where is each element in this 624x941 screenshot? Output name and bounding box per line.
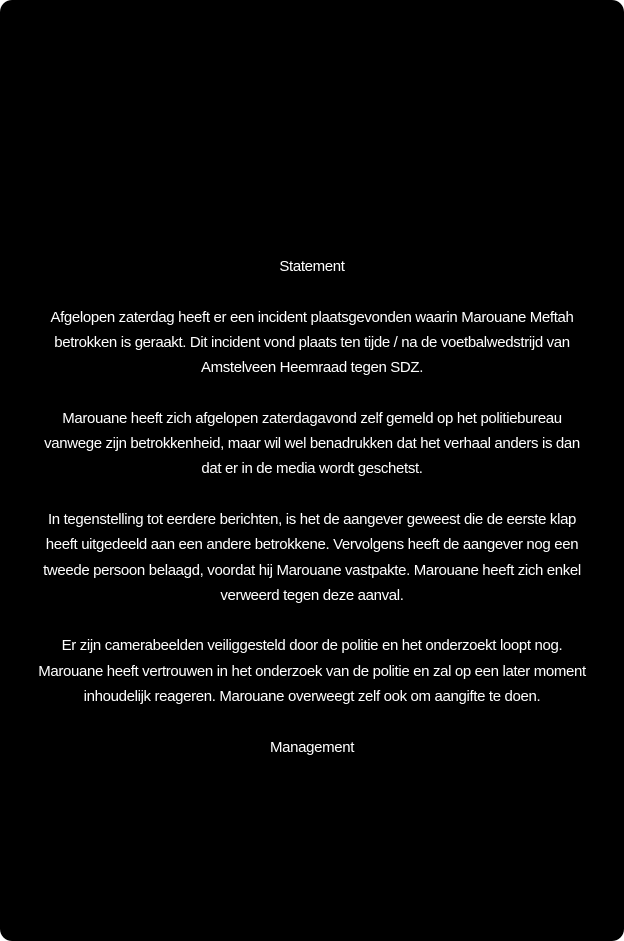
- paragraph-line: Marouane heeft zich afgelopen zaterdagavond zelf gemeld op het politiebureau: [62, 409, 562, 427]
- paragraph-line: betrokken is geraakt. Dit incident vond plaats ten tijde / na de voetbalwedstrijd van: [54, 333, 570, 351]
- paragraph-line: verweerd tegen deze aanval.: [220, 586, 404, 604]
- paragraph-line: Marouane heeft vertrouwen in het onderzoek van de politie en zal op een later moment: [38, 662, 586, 680]
- paragraph-line: Afgelopen zaterdag heeft er een incident plaatsgevonden waarin Marouane Meftah: [50, 308, 574, 326]
- paragraph-line: heeft uitgedeeld aan een andere betrokkene. Vervolgens heeft de aangever nog een: [45, 536, 579, 554]
- paragraph-line: dat er in de media wordt geschetst.: [201, 460, 423, 478]
- statement-heading: Statement: [279, 258, 345, 275]
- paragraph-events: [20, 507, 604, 608]
- paragraph-investigation: [20, 633, 604, 709]
- statement-signature: Management: [269, 738, 355, 756]
- paragraph-line: tweede persoon belaagd, voordat hij Marouane vastpakte. Marouane heeft zich enkel: [43, 561, 581, 579]
- paragraph-line: Amstelveen Heemraad tegen SDZ.: [200, 359, 424, 377]
- paragraph-line: vanwege zijn betrokkenheid, maar wil wel benadrukken dat het verhaal anders is dan: [44, 435, 580, 453]
- statement-text: [20, 254, 604, 785]
- paragraph-line: inhoudelijk reageren. Marouane overweegt zelf ook om aangifte te doen.: [83, 688, 541, 706]
- paragraph-line: In tegenstelling tot eerdere berichten, is het de aangever geweest die de eerste klap: [47, 510, 577, 528]
- paragraph-incident: [20, 305, 604, 381]
- paragraph-police-report: [20, 406, 604, 482]
- paragraph-line: Er zijn camerabeelden veiliggesteld door de politie en het onderzoekt loopt nog.: [61, 637, 563, 655]
